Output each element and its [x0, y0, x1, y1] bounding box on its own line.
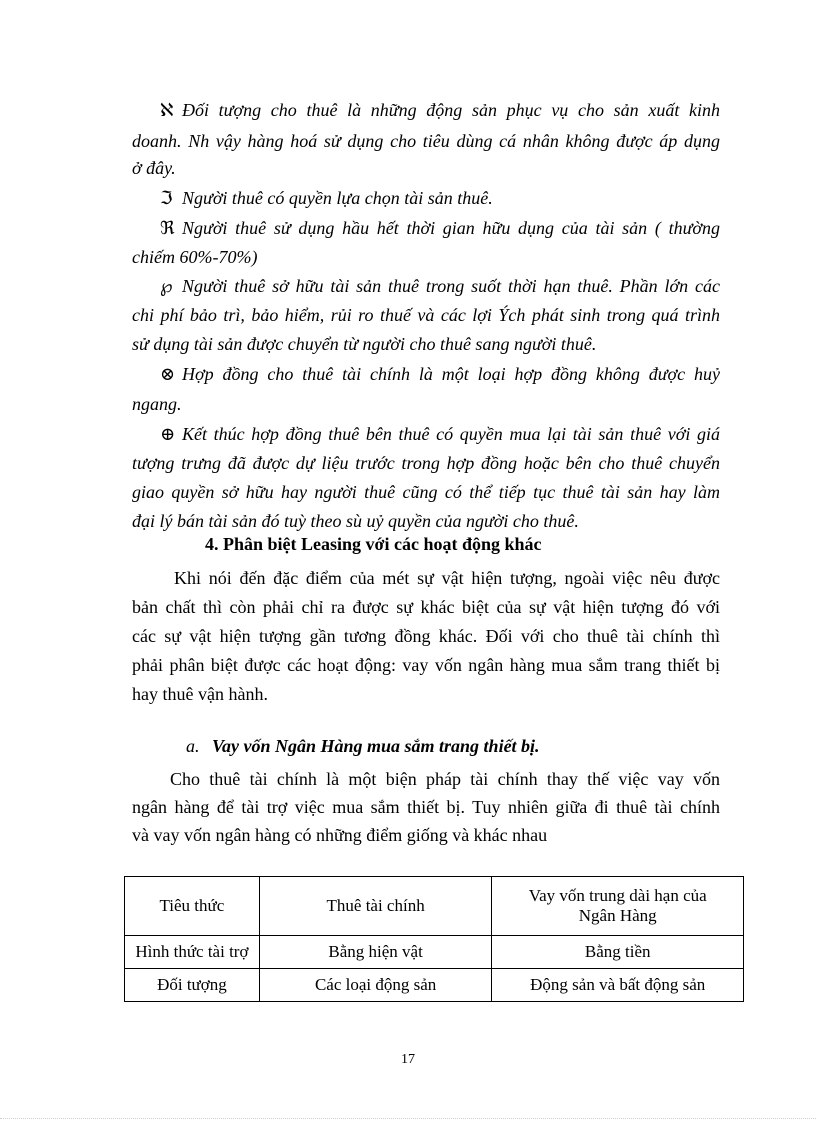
comparison-table	[124, 876, 744, 1002]
table-cell: Động sản và bất động sản	[492, 969, 744, 1002]
paragraph-1-line-5: hay thuê vận hành.	[132, 684, 268, 704]
section-heading: 4. Phân biệt Leasing với các hoạt động khác	[205, 534, 542, 554]
paragraph-2-line-3: và vay vốn ngân hàng có những điểm giống và khác nhau	[132, 825, 548, 845]
bullet-6-line-1: ⊕ Kết thúc hợp đồng thuê bên thuê có quyền mua lại tài sản thuê với giá	[160, 420, 720, 448]
paragraph-1-line-2: bản chất thì còn phải chỉ ra được sự khác biệt của sự vật hiện tượng đó với	[132, 597, 720, 617]
bullet-6-line-4: đại lý bán tài sản đó tuỳ theo sù uỷ quyền của người cho thuê.	[132, 511, 579, 531]
imaginary-part-bullet-icon: ℑ	[160, 188, 173, 208]
bullet-3-line-1: ℜ Người thuê sử dụng hầu hết thời gian hữu dụng của tài sản ( thường	[160, 214, 720, 242]
page-bottom-divider	[0, 1118, 816, 1119]
table-row	[125, 969, 744, 1002]
table-row	[125, 936, 744, 969]
bullet-2-line-1: ℑ Người thuê có quyền lựa chọn tài sản thuê.	[160, 184, 720, 212]
bullet-6-line-3: giao quyền sở hữu hay người thuê cũng có thể tiếp tục thuê tài sản hay làm	[132, 482, 720, 502]
subheading-label: a.	[186, 736, 200, 756]
weierstrass-p-bullet-icon: ℘	[160, 276, 173, 296]
paragraph-2-line-1: Cho thuê tài chính là một biện pháp tài chính thay thế việc vay vốn	[170, 769, 720, 789]
bullet-3-line-2: chiếm 60%-70%)	[132, 247, 258, 267]
paragraph-1-line-4: phải phân biệt được các hoạt động: vay vốn ngân hàng mua sắm trang thiết bị	[132, 655, 720, 675]
bullet-5-line-1: ⊗ Hợp đồng cho thuê tài chính là một loại hợp đồng không được huỷ	[160, 360, 720, 388]
subheading-a	[186, 736, 540, 757]
aleph-bullet-icon: ℵ	[160, 100, 174, 120]
table-header-cell: Thuê tài chính	[259, 877, 492, 936]
table-cell: Bằng tiền	[492, 936, 744, 969]
subheading-text: Vay vốn Ngân Hàng mua sắm trang thiết bị.	[212, 736, 540, 756]
circled-times-bullet-icon: ⊗	[160, 364, 176, 384]
table-header-row	[125, 877, 744, 936]
page-number: 17	[401, 1052, 415, 1067]
real-part-bullet-icon: ℜ	[160, 218, 175, 238]
bullet-1-line-1: ℵ Đối tượng cho thuê là những động sản phục vụ cho sản xuất kinh	[160, 96, 720, 124]
circled-plus-bullet-icon: ⊕	[160, 424, 176, 444]
table-cell: Hình thức tài trợ	[125, 936, 260, 969]
paragraph-1-line-3: các sự vật hiện tượng gần tương đồng khác. Đối với cho thuê tài chính thì	[132, 626, 720, 646]
bullet-5-line-2: ngang.	[132, 394, 182, 414]
paragraph-1-line-1: Khi nói đến đặc điểm của mét sự vật hiện tượng, ngoài việc nêu được	[174, 568, 720, 588]
bullet-1-line-3: ở đây.	[132, 158, 176, 178]
table-cell: Đối tượng	[125, 969, 260, 1002]
bullet-1-line-2: doanh. Nh vậy hàng hoá sử dụng cho tiêu dùng cá nhân không được áp dụng	[132, 131, 720, 151]
bullet-4-line-3: sử dụng tài sản được chuyển từ người cho thuê sang người thuê.	[132, 334, 597, 354]
bullet-4-line-1: ℘ Người thuê sở hữu tài sản thuê trong suốt thời hạn thuê. Phần lớn các	[160, 272, 720, 300]
bullet-4-line-2: chi phí bảo trì, bảo hiểm, rủi ro thuế và các lợi Ých phát sinh trong quá trình	[132, 305, 720, 325]
table-cell: Bằng hiện vật	[259, 936, 492, 969]
paragraph-2-line-2: ngân hàng để tài trợ việc mua sắm thiết bị. Tuy nhiên giữa đi thuê tài chính	[132, 797, 720, 817]
table-header-cell: Tiêu thức	[125, 877, 260, 936]
table-cell: Các loại động sản	[259, 969, 492, 1002]
bullet-6-line-2: tượng trưng đã được dự liệu trước trong hợp đồng hoặc bên cho thuê chuyển	[132, 453, 720, 473]
table-header-cell: Vay vốn trung dài hạn của Ngân Hàng	[492, 877, 744, 936]
